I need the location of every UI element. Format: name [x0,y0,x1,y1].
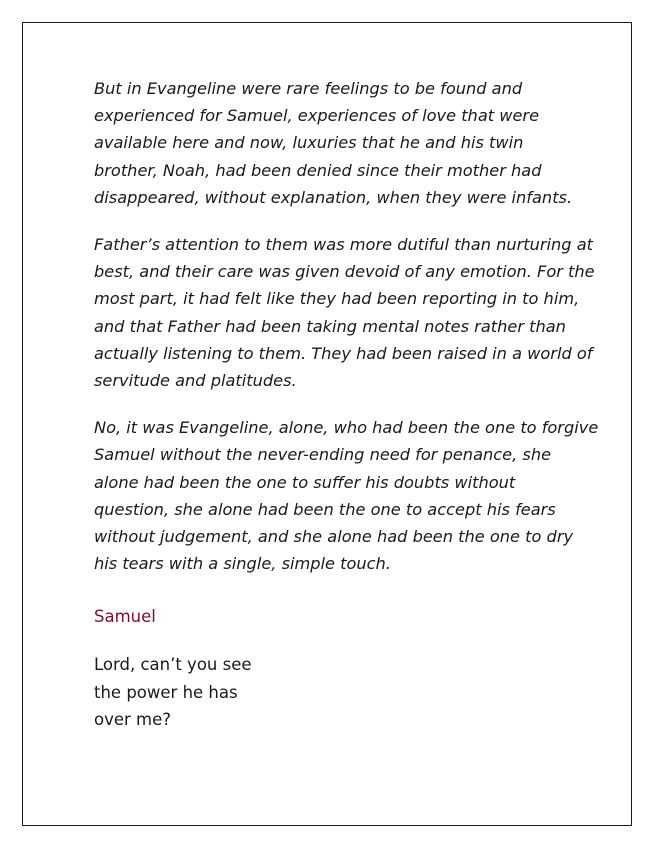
page-content [94,75,599,733]
paragraph-line: most part, it had felt like they had been reporting in to him, [94,289,580,309]
paragraph-line: best, and their care was given devoid of any emotion. For the [94,262,595,282]
paragraph-line: alone had been the one to suffer his doubts without [94,472,516,492]
paragraph-line: brother, Noah, had been denied since their mother had [94,160,542,180]
verse-line: the power he has [94,682,238,702]
paragraph-line: Samuel without the never-ending need for penance, she [94,445,552,465]
paragraph-3 [94,414,599,577]
verse-block [94,651,566,733]
paragraph-line: and that Father had been taking mental notes rather than [94,316,566,336]
speaker-heading: Samuel [94,607,156,627]
paragraph-line: disappeared, without explanation, when they were infants. [94,187,573,207]
paragraph-line: experienced for Samuel, experiences of love that were [94,106,540,126]
paragraph-line: But in Evangeline were rare feelings to be found and [94,79,523,98]
paragraph-line: his tears with a single, simple touch. [94,554,391,574]
paragraph-line: without judgement, and she alone had been the one to dry [94,527,574,547]
paragraph-line: actually listening to them. They had been raised in a world of [94,343,593,363]
paragraph-1 [94,75,573,211]
paragraph-line: servitude and platitudes. [94,371,297,391]
document-page [22,22,632,826]
paragraph-line: Father’s attention to them was more dutiful than nurturing at [94,235,593,255]
verse-line: over me? [94,709,172,729]
paragraph-line: question, she alone had been the one to accept his fears [94,499,556,519]
paragraph-2 [94,231,595,394]
paragraph-line: No, it was Evangeline, alone, who had been the one to forgive [94,418,599,438]
verse-line: Lord, can’t you see [94,655,252,675]
paragraph-line: available here and now, luxuries that he and his twin [94,133,524,153]
